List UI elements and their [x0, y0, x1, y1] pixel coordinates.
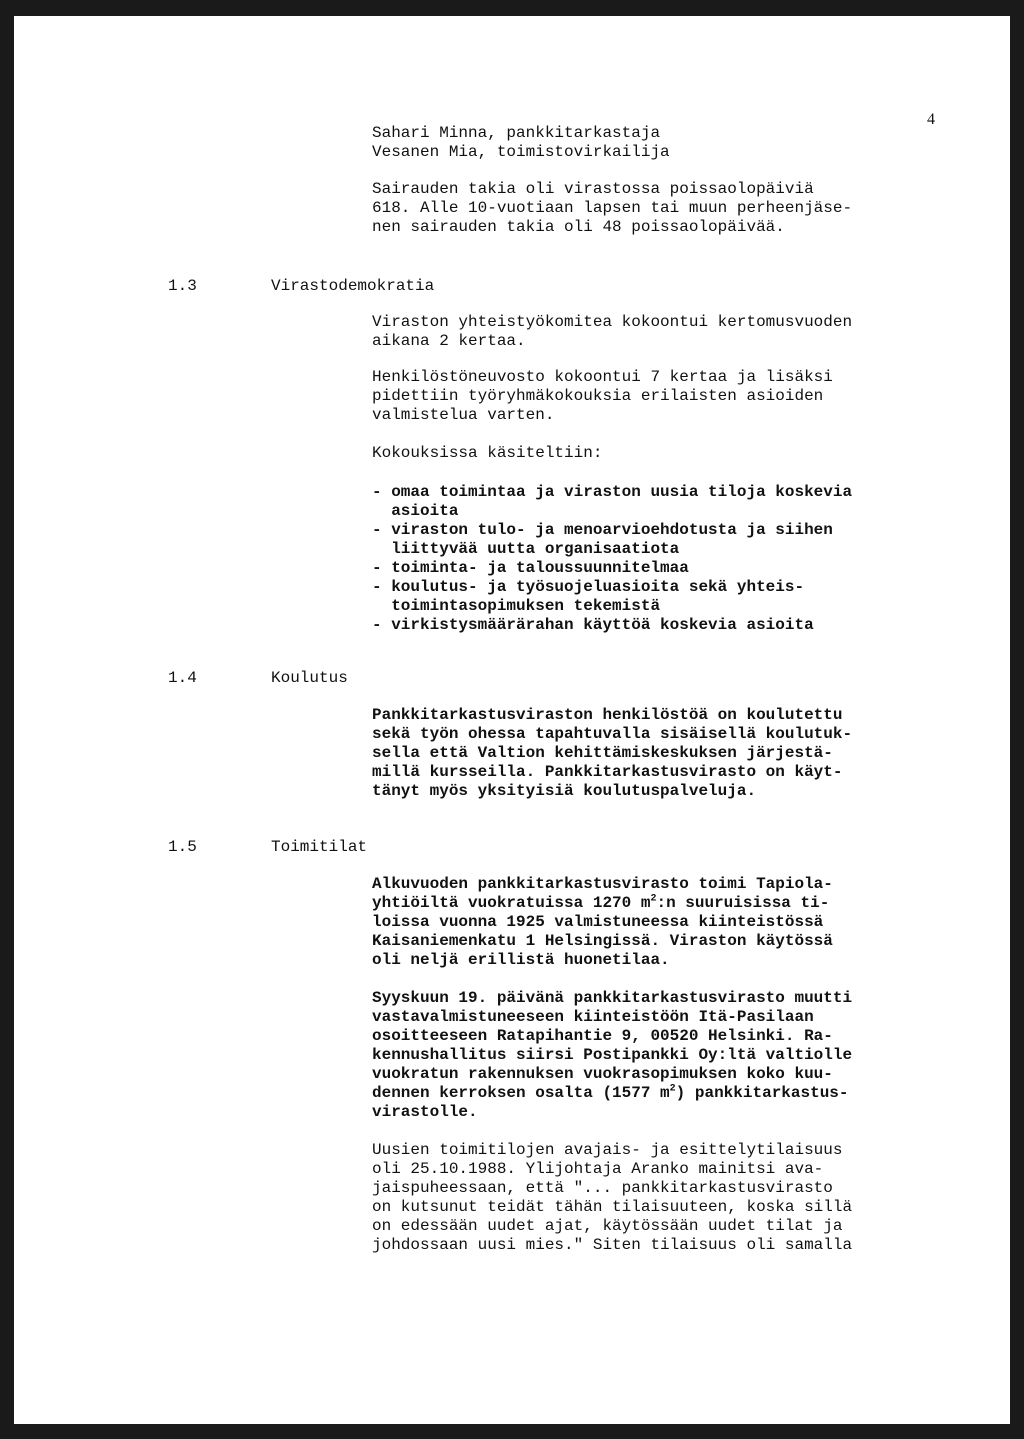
list-item: asioita	[372, 502, 459, 520]
paragraph-line: Kokouksissa käsiteltiin:	[372, 444, 603, 462]
list-item: - omaa toimintaa ja viraston uusia tiloja koskevia	[372, 483, 853, 501]
paragraph-line: tänyt myös yksityisiä koulutuspalveluja.	[372, 782, 757, 800]
paragraph-line: kennushallitus siirsi Postipankki Oy:ltä valtiolle	[372, 1046, 853, 1064]
paragraph-line: on kutsunut teidät tähän tilaisuuteen, koska sillä	[372, 1198, 853, 1216]
text-segment: :n suuruisissa ti-	[656, 894, 830, 912]
staff-line: Vesanen Mia, toimistovirkailija	[372, 143, 670, 161]
paragraph-line: oli 25.10.1988. Ylijohtaja Aranko mainitsi ava-	[372, 1160, 824, 1178]
text-segment: ) pankkitarkastus-	[675, 1084, 849, 1102]
paragraph-line: virastolle.	[372, 1103, 478, 1121]
paragraph-line: aikana 2 kertaa.	[372, 332, 526, 350]
section-heading-virastodemokratia: Virastodemokratia	[271, 277, 435, 295]
paragraph-line: valmistelua varten.	[372, 406, 555, 424]
paragraph-line: Uusien toimitilojen avajais- ja esittelytilaisuus	[372, 1141, 843, 1159]
paragraph-line	[372, 894, 829, 913]
paragraph-line: pidettiin työryhmäkokouksia erilaisten asioiden	[372, 387, 824, 405]
paragraph-line: jaispuheessaan, että "... pankkitarkastusvirasto	[372, 1179, 833, 1197]
paragraph-line: loissa vuonna 1925 valmistuneessa kiinteistössä	[372, 913, 824, 931]
text-segment: dennen kerroksen osalta (1577 m	[372, 1084, 670, 1102]
paragraph-line: Henkilöstöneuvosto kokoontui 7 kertaa ja lisäksi	[372, 368, 833, 386]
sick-leave-line: nen sairauden takia oli 48 poissaolopäivää.	[372, 218, 785, 236]
paragraph-line: sella että Valtion kehittämiskeskuksen järjestä-	[372, 744, 833, 762]
text-segment: yhtiöiltä vuokratuissa 1270 m	[372, 894, 651, 912]
section-heading-koulutus: Koulutus	[271, 669, 348, 687]
paragraph-line: johdossaan uusi mies." Siten tilaisuus oli samalla	[372, 1236, 853, 1254]
paragraph-line: oli neljä erillistä huonetilaa.	[372, 951, 670, 969]
list-item: - koulutus- ja työsuojeluasioita sekä yhteis-	[372, 578, 805, 596]
section-number-1-3: 1.3	[168, 277, 197, 295]
paragraph-line: Syyskuun 19. päivänä pankkitarkastusvirasto muutti	[372, 989, 853, 1007]
paragraph-line: osoitteeseen Ratapihantie 9, 00520 Helsinki. Ra-	[372, 1027, 833, 1045]
paragraph-line: Pankkitarkastusviraston henkilöstöä on koulutettu	[372, 706, 843, 724]
paragraph-line: millä kursseilla. Pankkitarkastusvirasto on käyt-	[372, 763, 843, 781]
paragraph-line: Kaisaniemenkatu 1 Helsingissä. Viraston käytössä	[372, 932, 833, 950]
superscript: 2	[669, 1083, 676, 1095]
paragraph-line: Viraston yhteistyökomitea kokoontui kertomusvuoden	[372, 313, 853, 331]
sick-leave-line: 618. Alle 10-vuotiaan lapsen tai muun perheenjäse-	[372, 199, 853, 217]
sick-leave-line: Sairauden takia oli virastossa poissaolopäiviä	[372, 180, 814, 198]
superscript: 2	[650, 893, 657, 905]
list-item: - toiminta- ja taloussuunnitelmaa	[372, 559, 689, 577]
list-item: - viraston tulo- ja menoarvioehdotusta ja siihen	[372, 521, 833, 539]
page-number: 4	[927, 111, 935, 128]
section-heading-toimitilat: Toimitilat	[271, 838, 368, 856]
staff-line: Sahari Minna, pankkitarkastaja	[372, 124, 661, 142]
paragraph-line: sekä työn ohessa tapahtuvalla sisäisellä koulutuk-	[372, 725, 853, 743]
section-number-1-5: 1.5	[168, 838, 197, 856]
list-item: liittyvää uutta organisaatiota	[372, 540, 680, 558]
paragraph-line	[372, 1084, 849, 1103]
paragraph-line: vastavalmistuneeseen kiinteistöön Itä-Pasilaan	[372, 1008, 814, 1026]
section-number-1-4: 1.4	[168, 669, 197, 687]
paragraph-line: Alkuvuoden pankkitarkastusvirasto toimi Tapiola-	[372, 875, 833, 893]
paragraph-line: on edessään uudet ajat, käytössään uudet tilat ja	[372, 1217, 843, 1235]
list-item: - virkistysmäärärahan käyttöä koskevia asioita	[372, 616, 814, 634]
paragraph-line: vuokratun rakennuksen vuokrasopimuksen koko kuu-	[372, 1065, 833, 1083]
document-page	[14, 16, 1010, 1424]
list-item: toimintasopimuksen tekemistä	[372, 597, 661, 615]
